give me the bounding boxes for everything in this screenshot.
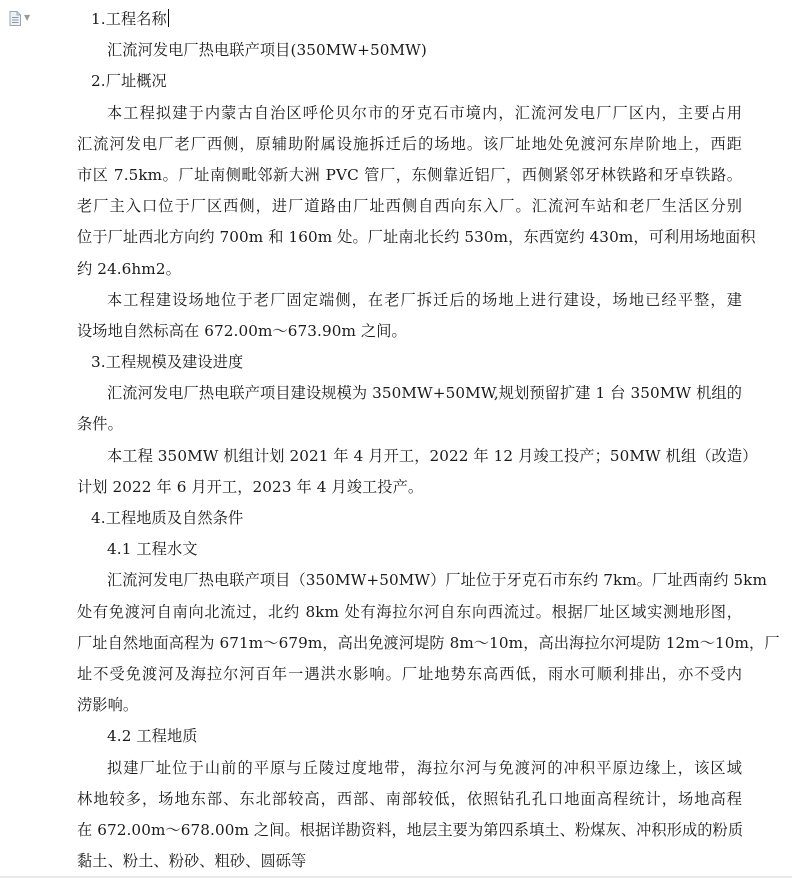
- section-heading: 4.工程地质及自然条件: [91, 509, 244, 527]
- text-cursor: [168, 9, 169, 27]
- paragraph-line: 汇流河发电厂热电联产项目（350MW+50MW）厂址位于牙克石市东约 7km。厂址西南约 5km: [107, 571, 767, 590]
- chevron-down-icon: ▼: [24, 13, 31, 22]
- paragraph-line: 黏土、粉土、粉砂、粗砂、圆砾等: [77, 852, 307, 871]
- paragraph-line: 林地较多，场地东部、东北部较高，西部、南部较低，依照钻孔孔口地面高程统计，场地高程: [77, 789, 742, 808]
- paragraph-line: 本工程 350MW 机组计划 2021 年 4 月开工，2022 年 12 月竣工投产；50MW 机组（改造）: [107, 446, 758, 465]
- paragraph-line: 本工程拟建于内蒙古自治区呼伦贝尔市的牙克石市境内，汇流河发电厂厂区内，主要占用: [107, 103, 742, 122]
- paragraph-line: 址不受免渡河及海拉尔河百年一遇洪水影响。厂址地势东高西低，雨水可顺利排出，亦不受内: [77, 664, 742, 683]
- paragraph-line: 设场地自然标高在 672.00m～673.90m 之间。: [77, 321, 407, 340]
- paragraph-line: 本工程建设场地位于老厂固定端侧，在老厂拆迁后的场地上进行建设，场地已经平整，建: [107, 290, 742, 309]
- paragraph-line: 汇流河发电厂热电联产项目建设规模为 350MW+50MW,规划预留扩建 1 台 350MW 机组的: [107, 384, 742, 403]
- paragraph-line: 厂址自然地面高程为 671m～679m，高出免渡河堤防 8m～10m，高出海拉尔河堤防 12m～10m，厂: [77, 633, 780, 652]
- section-heading: 3.工程规模及建设进度: [91, 353, 244, 372]
- paragraph-line: 汇流河发电厂老厂西侧，原辅助附属设施拆迁后的场地。该厂址地处免渡河东岸阶地上，西距: [77, 134, 742, 153]
- section-heading: 2.厂址概况: [91, 72, 167, 91]
- paragraph-line: 涝影响。: [77, 696, 139, 715]
- paragraph-line: 在 672.00m～678.00m 之间。根据详勘资料，地层主要为第四系填土、粉煤灰、冲积形成的粉质: [77, 820, 744, 839]
- paragraph-line: 汇流河发电厂热电联产项目(350MW+50MW): [107, 41, 427, 60]
- paragraph-line: 位于厂址西北方向约 700m 和 160m 处。厂址南北长约 530m，东西宽约 430m，可利用场地面积: [77, 228, 756, 247]
- paragraph-line: 约 24.6hm2。: [77, 259, 181, 278]
- paragraph-line: 老厂主入口位于厂区西侧，进厂道路由厂址西侧自西向东入厂。汇流河车站和老厂生活区分别: [77, 197, 742, 216]
- section-heading: 4.1 工程水文: [107, 540, 198, 559]
- paragraph-line: 拟建厂址位于山前的平原与丘陵过度地带，海拉尔河与免渡河的冲积平原边缘上，该区域: [107, 758, 742, 777]
- section-heading: 4.2 工程地质: [107, 727, 198, 746]
- paragraph-line: 计划 2022 年 6 月开工，2023 年 4 月竣工投产。: [77, 477, 424, 496]
- document-body[interactable]: [77, 4, 780, 877]
- paragraph-line: 条件。: [77, 415, 123, 434]
- paragraph-line: 市区 7.5km。厂址南侧毗邻新大洲 PVC 管厂，东侧靠近铝厂，西侧紧邻牙林铁路和牙卓铁路。: [77, 165, 742, 184]
- document-menu[interactable]: [9, 10, 35, 26]
- document-icon: [9, 11, 21, 26]
- paragraph-line: 处有免渡河自南向北流过，北约 8km 处有海拉尔河自东向西流过。根据厂址区域实测地形图，: [77, 602, 742, 621]
- section-heading: 1.工程名称: [91, 10, 167, 28]
